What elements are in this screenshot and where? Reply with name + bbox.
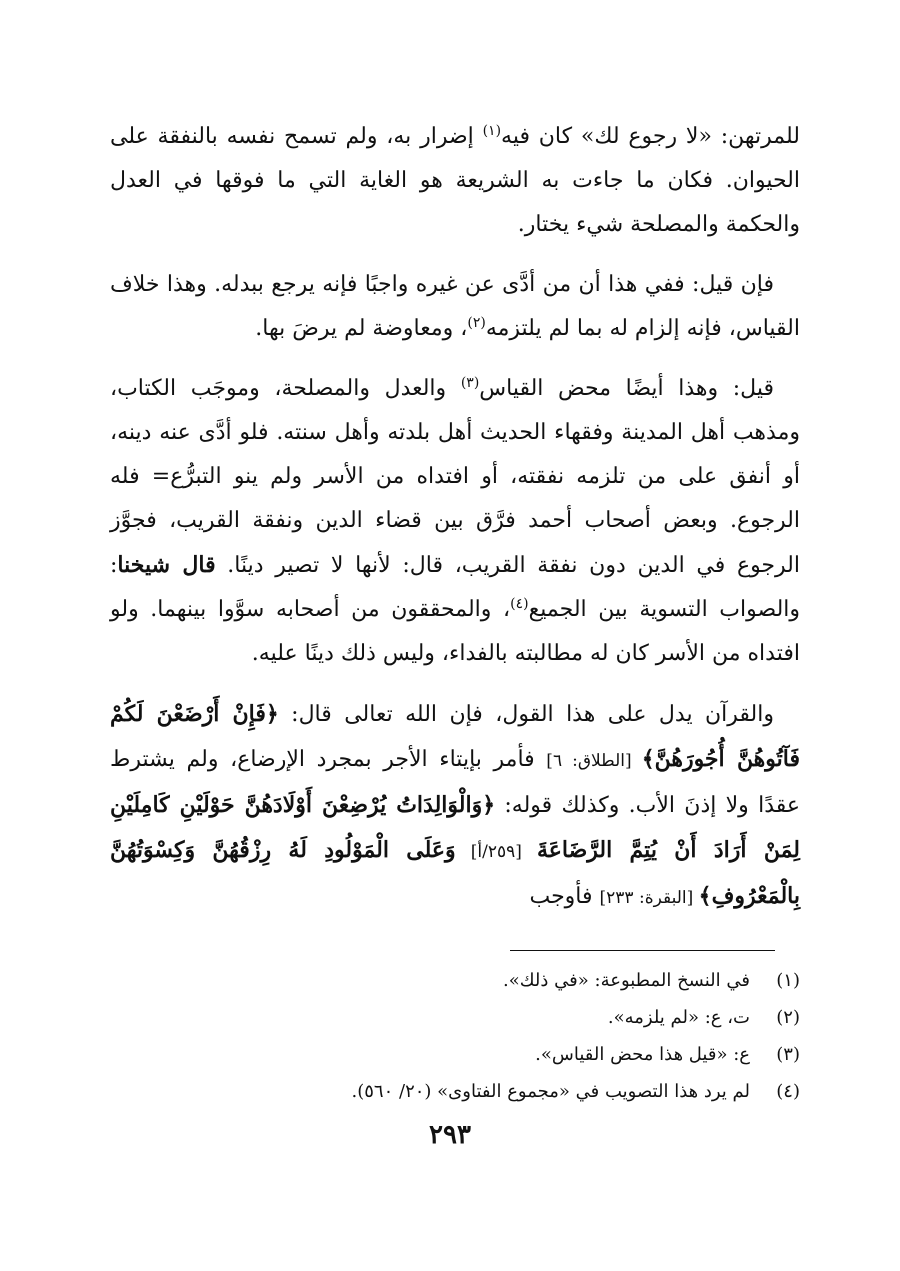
p3-text-2: والعدل والمصلحة، وموجَب الكتاب، ومذهب أهل المدينة وفقهاء الحديث أهل بلدته وأهل سنته. فلو أدَّى عنه دينه، أو أنفق على من تلزمه نفقته، أو افتداه من الأسر ولم ينو التبرُّع= فله الرجوع. وبعض أصحاب أحمد فرَّق بين قضاء الدين ونفقة القريب، فجوَّز الرجوع في الدين دون نفقة القريب، قال: لأنها لا تصير دينًا. (110, 376, 800, 578)
manuscript-ref: [٢٥٩/أ] (455, 842, 537, 862)
p3-text-1: قيل: وهذا أيضًا محض القياس (479, 376, 774, 401)
verse-ref-1: [الطلاق: ٦] (546, 751, 642, 771)
footnote-1 (110, 962, 800, 999)
footnote-2 (110, 999, 800, 1036)
p4-text-2: فأمر بإيتاء الأجر بمجرد الإرضاع، ولم يشترط عقدًا ولا إذنَ الأب. وكذلك قوله: (110, 747, 801, 818)
quran-verse-2: ﴿وَالْوَالِدَاتُ يُرْضِعْنَ أَوْلَادَهُنَّ حَوْلَيْنِ كَامِلَيْنِ لِمَنْ أَرَادَ أَنْ يُتِمَّ الرَّضَاعَةَ (110, 792, 800, 863)
p3-text-4: ، والمحققون من أصحابه سوَّوا بينهما. ولو افتداه من الأسر كان له مطالبته بالفداء، وليس ذلك دينًا عليه. (110, 597, 800, 666)
p2-text-2: ، ومعاوضة لم يرضَ بها. (255, 316, 468, 341)
footnote-number: (٢) (776, 1007, 800, 1028)
footnote-ref-4[interactable]: (٤) (510, 596, 529, 612)
quran-verse-1: ﴿فَإِنْ أَرْضَعْنَ لَكُمْ فَآتُوهُنَّ أُجُورَهُنَّ﴾ (110, 701, 800, 772)
footnote-ref-1[interactable]: (١) (482, 123, 502, 139)
p2-text-1: فإن قيل: ففي هذا أن من أدَّى عن غيره واجبًا فإنه يرجع ببدله. وهذا خلاف القياس، فإنه إلزام له بما لم يلتزمه (110, 272, 800, 341)
footnote-text: لم يرد هذا التصويب في «مجموع الفتاوى» (٢٠/ ٥٦٠). (351, 1081, 750, 1102)
footnote-ref-3[interactable]: (٣) (460, 375, 480, 391)
p3-bold-shaykh: قال شيخنا (117, 552, 216, 578)
p1-text-2: إضرار به، ولم تسمح نفسه بالنفقة على الحيوان. فكان ما جاءت به الشريعة هو الغاية التي ما فوقها في العدل والحكمة والمصلحة شيء يختار. (110, 124, 800, 237)
p4-text-3: فأوجب (529, 884, 600, 909)
p3-text-3: : والصواب التسوية بين الجميع (110, 553, 801, 622)
footnotes (110, 962, 800, 1110)
paragraph-2 (110, 263, 800, 351)
footnote-text: ت، ع: «لم يلزمه». (607, 1007, 750, 1028)
footnote-text: في النسخ المطبوعة: «في ذلك». (503, 970, 750, 991)
p1-text-1: للمرتهن: «لا رجوع لك» كان فيه (501, 124, 800, 149)
paragraph-1 (110, 115, 800, 247)
quran-verse-3: وَعَلَى الْمَوْلُودِ لَهُ رِزْقُهُنَّ وَكِسْوَتُهُنَّ بِالْمَعْرُوفِ﴾ (110, 837, 800, 909)
footnote-divider (510, 950, 775, 951)
footnote-text: ع: «قيل هذا محض القياس». (535, 1044, 750, 1065)
paragraph-3 (110, 367, 800, 676)
footnote-3 (110, 1036, 800, 1073)
footnote-number: (٤) (776, 1081, 800, 1102)
page-number: ٢٩٣ (429, 1120, 471, 1150)
footnote-number: (١) (776, 970, 800, 991)
p4-text-1: والقرآن يدل على هذا القول، فإن الله تعالى قال: (278, 702, 774, 727)
verse-ref-2: [البقرة: ٢٣٣] (599, 888, 699, 908)
footnote-ref-2[interactable]: (٢) (467, 315, 486, 331)
paragraph-4 (110, 692, 800, 920)
page-body (110, 115, 800, 936)
footnote-number: (٣) (776, 1044, 800, 1065)
footnote-4 (110, 1073, 800, 1110)
